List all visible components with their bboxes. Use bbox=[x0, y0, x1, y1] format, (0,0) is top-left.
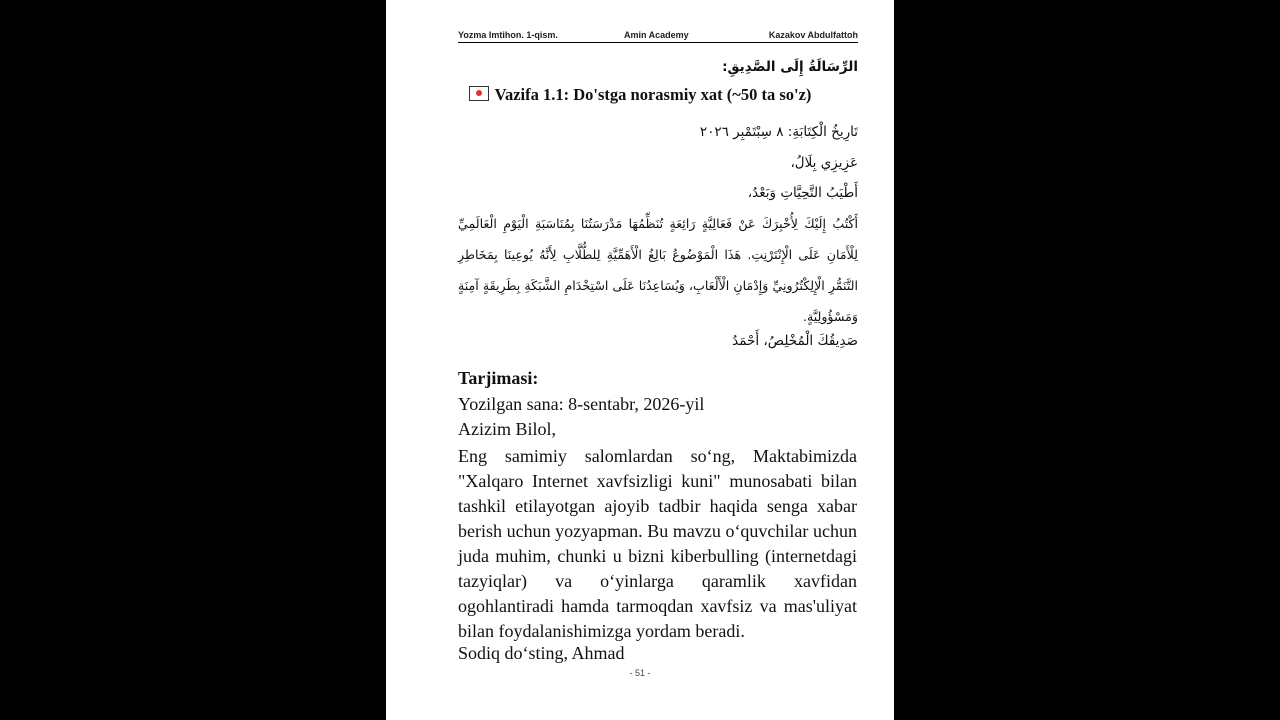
task-heading bbox=[386, 85, 894, 105]
arabic-title: الرِّسَالَةُ إِلَى الصَّدِيقِ: bbox=[722, 59, 858, 75]
translation-greeting: Azizim Bilol, bbox=[458, 419, 556, 439]
arabic-salutation: أَطْيَبُ التَّحِيَّاتِ وَبَعْدُ، bbox=[747, 185, 858, 201]
task-icon bbox=[469, 86, 489, 101]
translation-closing: Sodiq do‘sting, Ahmad bbox=[458, 643, 625, 663]
translation-heading: Tarjimasi: bbox=[458, 368, 539, 388]
translation-date: Yozilgan sana: 8-sentabr, 2026-yil bbox=[458, 394, 705, 414]
translation-body: Eng samimiy salomlardan so‘ng, Maktabimizda "Xalqaro Internet xavfsizligi kuni" munosabati bilan tashkil etilayotgan ajoyib tadbir haqida senga xabar berish uchun yozyapman. Bu mavzu o‘quvchilar uchun juda muhim, chunki u bizni kiberbulling (internetdagi tazyiqlar) va o‘yinlarga qaramlik xavfidan ogohlantiradi hamda tarmoqdan xavfsiz va mas'uliyat bilan foydalanishimizga yordam beradi. bbox=[458, 446, 857, 641]
task-label: Vazifa 1.1: Do'stga norasmiy xat (~50 ta so'z) bbox=[494, 85, 812, 104]
page-number: - 51 - bbox=[629, 668, 651, 678]
header-left-text: Yozma Imtihon. 1-qism. bbox=[458, 30, 558, 40]
header-right-text: Kazakov Abdulfattoh bbox=[768, 30, 858, 40]
arabic-body: أَكْتُبُ إِلَيْكَ لِأُخْبِرَكَ عَنْ فَعَالِيَّةٍ رَائِعَةٍ تُنَظِّمُهَا مَدْرَسَتُنَا بِمُنَاسَبَةِ الْيَوْمِ الْعَالَمِيِّ لِلْأَمَانِ عَلَى الْإِنْتَرْنِتِ. هَذَا الْمَوْضُوعُ بَالِغُ الْأَهَمِّيَّةِ لِلطُّلَّابِ لِأَنَّهُ يُوعِينَا بِمَخَاطِرِ التَّنَمُّرِ الْإِلِكْتُرُونِيِّ وَإِدْمَانِ الْأَلْعَابِ، وَيُسَاعِدُنَا عَلَى اسْتِخْدَامِ الشَّبَكَةِ بِطَرِيقَةٍ آمِنَةٍ وَمَسْؤُولِيَّةٍ. bbox=[458, 216, 858, 324]
header-center-text: Amin Academy bbox=[624, 30, 689, 40]
arabic-closing: صَدِيقُكَ الْمُخْلِصُ، أَحْمَدُ bbox=[732, 333, 858, 349]
arabic-greeting: عَزِيزِي بِلَالُ، bbox=[790, 155, 858, 171]
document-page bbox=[386, 0, 894, 720]
arabic-date: تَارِيخُ الْكِتَابَةِ: ٨ سِبْتَمْبِر ٢٠٢٦ bbox=[699, 124, 858, 140]
page-header bbox=[458, 30, 858, 43]
